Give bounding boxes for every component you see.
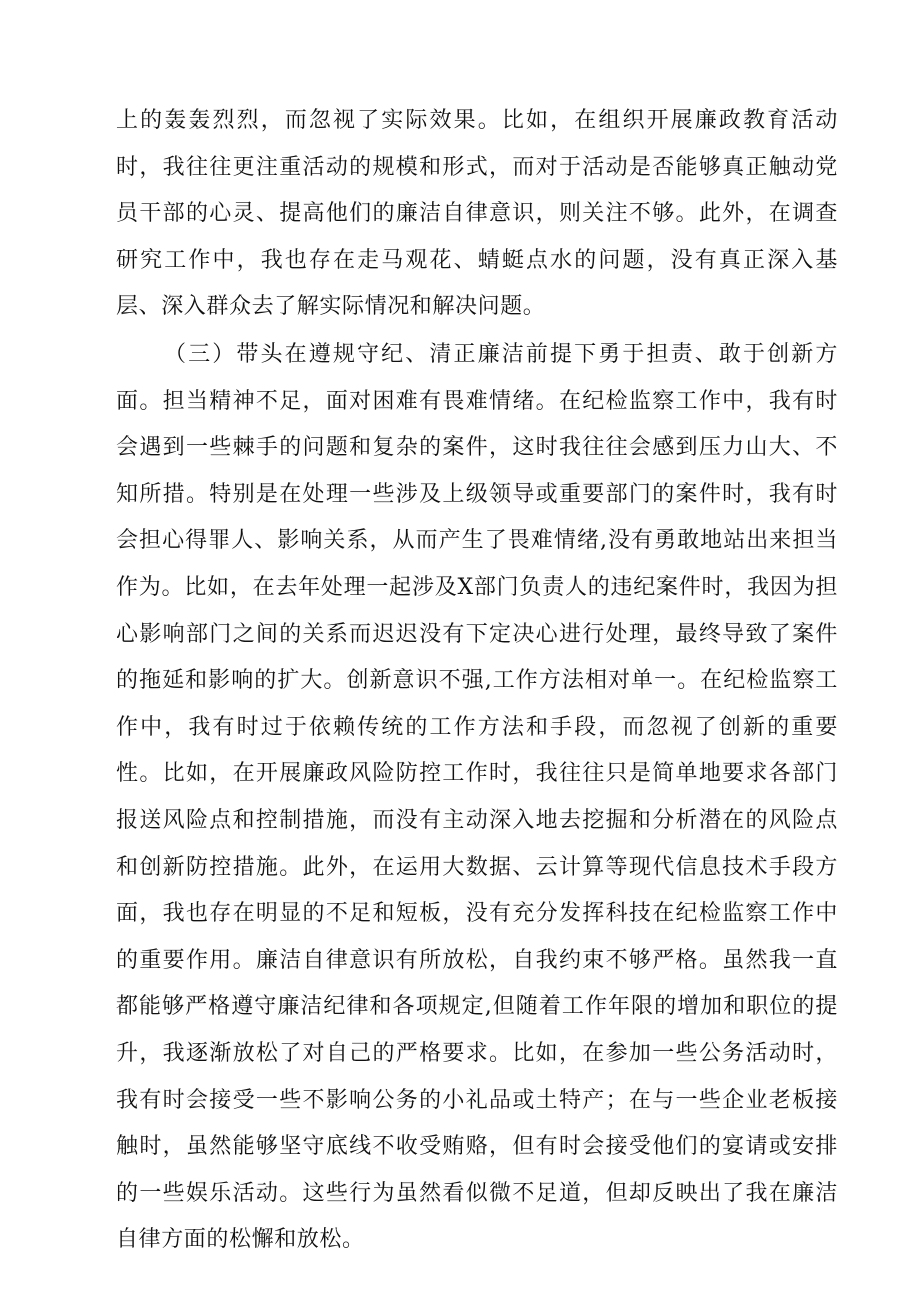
paragraph-section-3: （三）带头在遵规守纪、清正廉洁前提下勇于担责、敢于创新方面。担当精神不足，面对困难有畏难情绪。在纪检监察工作中，我有时会遇到一些棘手的问题和复杂的案件，这时我往往会感到压力山大、不知所措。特别是在处理一些涉及上级领导或重要部门的案件时，我有时会担心得罪人、影响关系，从而产生了畏难情绪,没有勇敢地站出来担当作为。比如，在去年处理一起涉及X部门负责人的违纪案件时，我因为担心影响部门之间的关系而迟迟没有下定决心进行处理，最终导致了案件的拖延和影响的扩大。创新意识不强,工作方法相对单一。在纪检监察工作中，我有时过于依赖传统的工作方法和手段，而忽视了创新的重要性。比如，在开展廉政风险防控工作时，我往往只是简单地要求各部门报送风险点和控制措施，而没有主动深入地去挖掘和分析潜在的风险点和创新防控措施。此外，在运用大数据、云计算等现代信息技术手段方面，我也存在明显的不足和短板，没有充分发挥科技在纪检监察工作中的重要作用。廉洁自律意识有所放松，自我约束不够严格。虽然我一直都能够严格遵守廉洁纪律和各项规定,但随着工作年限的增加和职位的提升，我逐渐放松了对自己的严格要求。比如，在参加一些公务活动时，我有时会接受一些不影响公务的小礼品或土特产；在与一些企业老板接触时，虽然能够坚守底线不收受贿赂，但有时会接受他们的宴请或安排的一些娱乐活动。这些行为虽然看似微不足道，但却反映出了我在廉洁自律方面的松懈和放松。: [116, 342, 838, 1253]
paragraph-continued: 上的轰轰烈烈，而忽视了实际效果。比如，在组织开展廉政教育活动时，我往往更注重活动的规模和形式，而对于活动是否能够真正触动党员干部的心灵、提高他们的廉洁自律意识，则关注不够。此外，在调查研究工作中，我也存在走马观花、蜻蜓点水的问题，没有真正深入基层、深入群众去了解实际情况和解决问题。: [116, 108, 838, 320]
